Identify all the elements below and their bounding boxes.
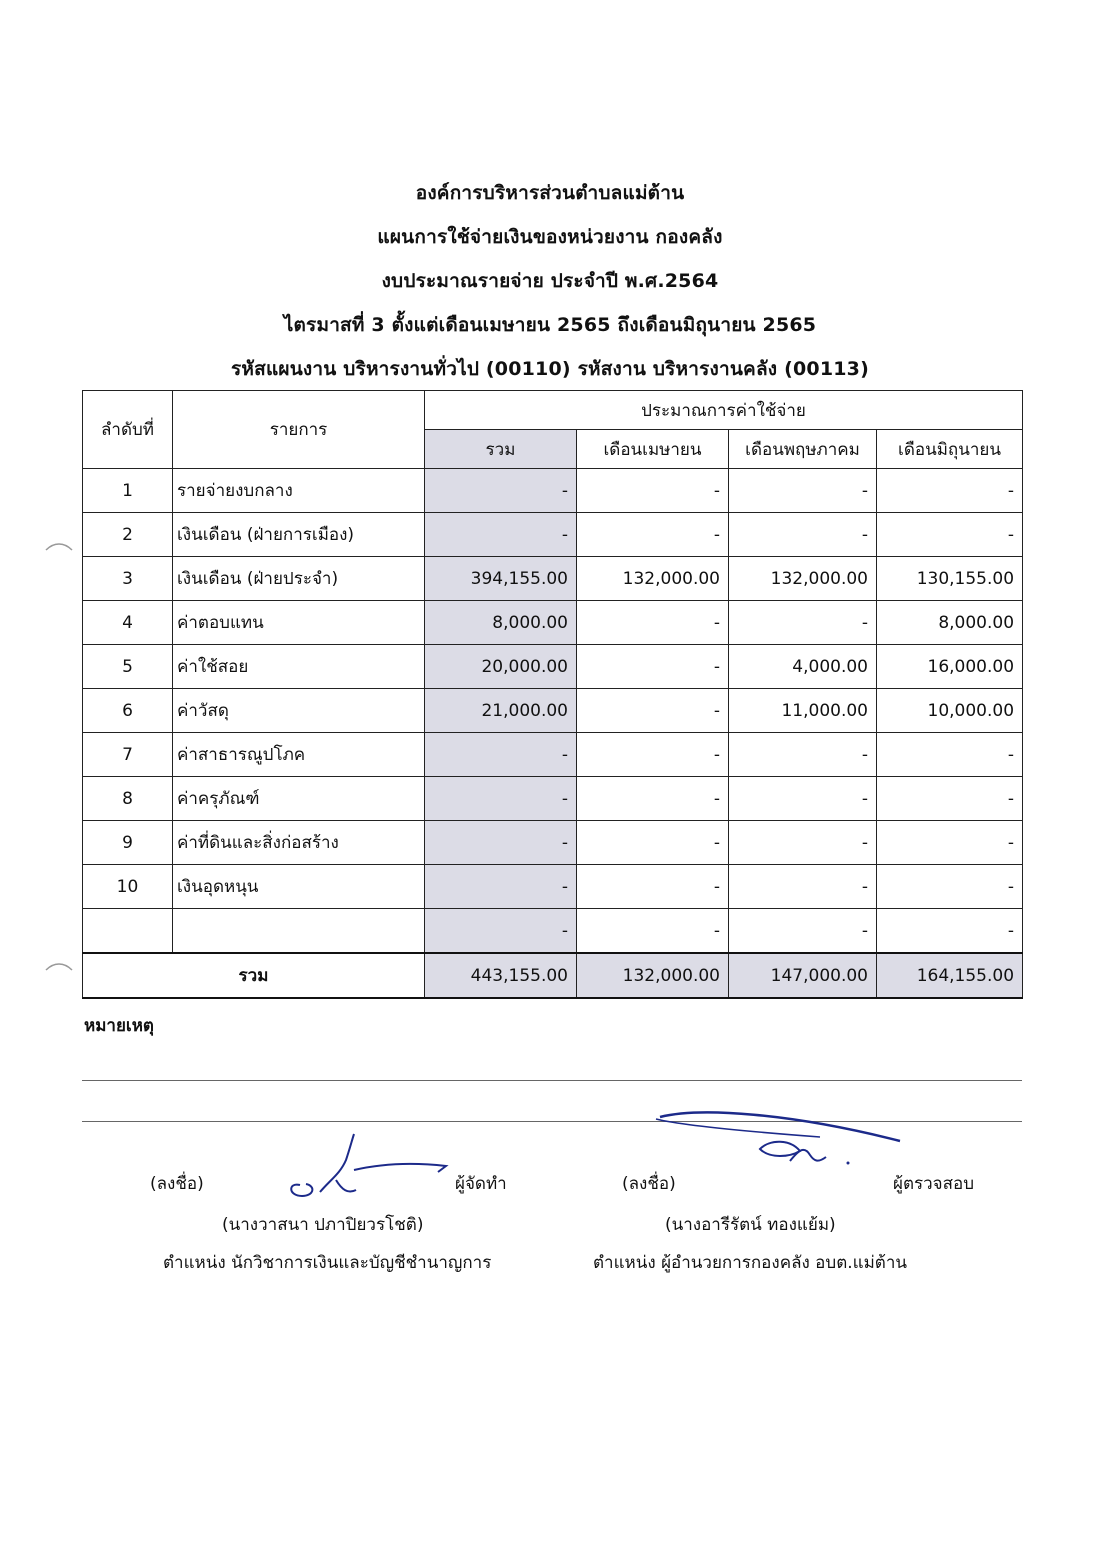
row-item: ค่าที่ดินและสิ่งก่อสร้าง [173, 821, 425, 865]
row-june: - [877, 777, 1023, 821]
budget-table [82, 390, 1023, 999]
row-may: - [729, 909, 877, 954]
header-total: รวม [425, 430, 577, 469]
budget-year-title: งบประมาณรายจ่าย ประจำปี พ.ศ.2564 [381, 270, 719, 292]
row-no [83, 909, 173, 954]
row-april: - [577, 469, 729, 513]
row-april: - [577, 865, 729, 909]
row-total: 394,155.00 [425, 557, 577, 601]
row-no: 1 [83, 469, 173, 513]
row-item: ค่าสาธารณูปโภค [173, 733, 425, 777]
table-row [83, 909, 1023, 954]
row-no: 8 [83, 777, 173, 821]
header-june: เดือนมิถุนายน [877, 430, 1023, 469]
total-april: 132,000.00 [577, 953, 729, 998]
row-april: 132,000.00 [577, 557, 729, 601]
row-may: - [729, 469, 877, 513]
row-june: 8,000.00 [877, 601, 1023, 645]
row-total: - [425, 865, 577, 909]
row-april: - [577, 821, 729, 865]
plan-title: แผนการใช้จ่ายเงินของหน่วยงาน กองคลัง [377, 226, 723, 248]
table-row [83, 689, 1023, 733]
row-total: - [425, 733, 577, 777]
table-row [83, 733, 1023, 777]
signature-right-image [640, 1105, 920, 1175]
row-no: 5 [83, 645, 173, 689]
row-no: 6 [83, 689, 173, 733]
row-no: 4 [83, 601, 173, 645]
signature-right-role: ผู้ตรวจสอบ [893, 1174, 975, 1194]
header-may: เดือนพฤษภาคม [729, 430, 877, 469]
signature-right-name: (นางอารีรัตน์ ทองแย้ม) [665, 1215, 836, 1235]
table-row [83, 821, 1023, 865]
row-no: 3 [83, 557, 173, 601]
row-item [173, 909, 425, 954]
row-may: - [729, 601, 877, 645]
signature-left-position: ตำแหน่ง นักวิชาการเงินและบัญชีชำนาญการ [163, 1253, 492, 1273]
row-item: เงินอุดหนุน [173, 865, 425, 909]
row-may: 132,000.00 [729, 557, 877, 601]
punch-hole-mark [44, 960, 74, 974]
header-no: ลำดับที่ [83, 391, 173, 469]
row-may: 4,000.00 [729, 645, 877, 689]
row-june: - [877, 513, 1023, 557]
table-row [83, 601, 1023, 645]
remark-label: หมายเหตุ [84, 1016, 154, 1036]
table-row [83, 777, 1023, 821]
row-april: - [577, 689, 729, 733]
row-june: 16,000.00 [877, 645, 1023, 689]
header-item: รายการ [173, 391, 425, 469]
org-title: องค์การบริหารส่วนตำบลแม่ต้าน [415, 182, 685, 204]
row-total: 21,000.00 [425, 689, 577, 733]
row-item: ค่าวัสดุ [173, 689, 425, 733]
row-total: - [425, 777, 577, 821]
row-may: - [729, 733, 877, 777]
row-item: ค่าตอบแทน [173, 601, 425, 645]
row-total: - [425, 821, 577, 865]
row-may: - [729, 777, 877, 821]
row-june: 130,155.00 [877, 557, 1023, 601]
row-total: 20,000.00 [425, 645, 577, 689]
row-total: - [425, 909, 577, 954]
signature-right-label: (ลงชื่อ) [622, 1174, 676, 1194]
table-row [83, 469, 1023, 513]
punch-hole-mark [44, 540, 74, 554]
header-estimate: ประมาณการค่าใช้จ่าย [425, 391, 1023, 430]
codes-title: รหัสแผนงาน บริหารงานทั่วไป (00110) รหัสงาน บริหารงานคลัง (00113) [231, 358, 869, 380]
signature-left-label: (ลงชื่อ) [150, 1174, 204, 1194]
row-item: เงินเดือน (ฝ่ายการเมือง) [173, 513, 425, 557]
row-april: - [577, 733, 729, 777]
row-april: - [577, 645, 729, 689]
row-april: - [577, 513, 729, 557]
row-item: รายจ่ายงบกลาง [173, 469, 425, 513]
row-no: 9 [83, 821, 173, 865]
total-sum: 443,155.00 [425, 953, 577, 998]
total-june: 164,155.00 [877, 953, 1023, 998]
total-row [83, 953, 1023, 998]
row-june: - [877, 909, 1023, 954]
row-may: - [729, 865, 877, 909]
quarter-title: ไตรมาสที่ 3 ตั้งแต่เดือนเมษายน 2565 ถึงเดือนมิถุนายน 2565 [283, 314, 817, 336]
row-april: - [577, 601, 729, 645]
row-total: - [425, 513, 577, 557]
row-no: 10 [83, 865, 173, 909]
row-june: - [877, 821, 1023, 865]
row-may: - [729, 821, 877, 865]
table-row [83, 865, 1023, 909]
row-total: 8,000.00 [425, 601, 577, 645]
remark-line [82, 1080, 1022, 1081]
row-april: - [577, 909, 729, 954]
row-item: ค่าใช้สอย [173, 645, 425, 689]
table-row [83, 645, 1023, 689]
row-may: 11,000.00 [729, 689, 877, 733]
row-total: - [425, 469, 577, 513]
row-item: เงินเดือน (ฝ่ายประจำ) [173, 557, 425, 601]
signature-right-position: ตำแหน่ง ผู้อำนวยการกองคลัง อบต.แม่ต้าน [593, 1253, 908, 1273]
row-no: 2 [83, 513, 173, 557]
row-june: 10,000.00 [877, 689, 1023, 733]
row-may: - [729, 513, 877, 557]
signature-left-name: (นางวาสนา ปภาปิยวรโชติ) [222, 1215, 424, 1235]
table-row [83, 557, 1023, 601]
row-no: 7 [83, 733, 173, 777]
signature-left-image [270, 1130, 460, 1210]
total-may: 147,000.00 [729, 953, 877, 998]
row-june: - [877, 865, 1023, 909]
table-row [83, 513, 1023, 557]
row-june: - [877, 733, 1023, 777]
row-april: - [577, 777, 729, 821]
row-june: - [877, 469, 1023, 513]
total-label: รวม [83, 953, 425, 998]
header-april: เดือนเมษายน [577, 430, 729, 469]
row-item: ค่าครุภัณฑ์ [173, 777, 425, 821]
signature-left-role: ผู้จัดทำ [455, 1174, 507, 1194]
